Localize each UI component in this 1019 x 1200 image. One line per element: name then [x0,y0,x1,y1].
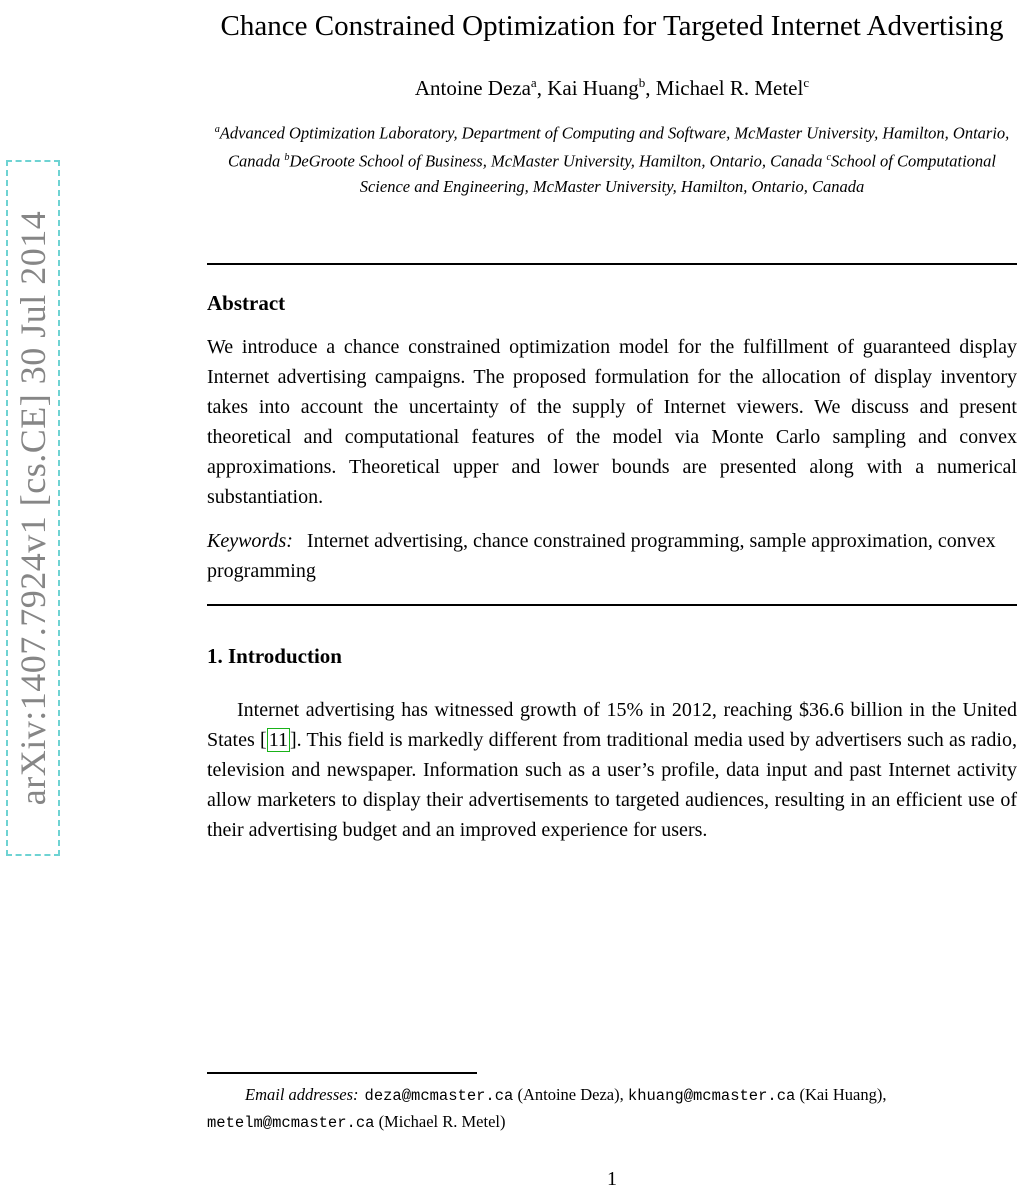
footnote-rule [207,1072,477,1074]
author-2 [547,76,656,100]
citation-link-11[interactable]: 11 [268,728,288,751]
abstract-top-rule [207,263,1017,265]
keywords-text: Internet advertising, chance constrained programming, sample approximation, convex programming [207,529,996,582]
affiliation-3-mark: c [826,152,831,164]
author-3-affiliation-mark: c [803,74,810,90]
email-address-2: khuang@mcmaster.ca [627,1087,796,1105]
email-owner-3: (Michael R. Metel) [374,1112,506,1131]
author-3 [656,76,809,100]
affiliation-3-text: School of Computational Science and Engineering, McMaster University, Hamilton, Ontario, Canada [359,151,996,196]
arxiv-watermark-text: arXiv:1407.7924v1 [cs.CE] 30 Jul 2014 [13,210,53,806]
intro-text-before-citation: Internet advertising has witnessed growth of 15% in 2012, reaching $36.6 billion in the United States [ [207,698,1017,751]
affiliations-block [207,117,1017,199]
author-separator: , [645,75,656,100]
abstract-bottom-rule [207,604,1017,606]
arxiv-watermark [6,160,60,856]
author-3-name: Michael R. Metel [655,75,804,100]
email-address-3: metelm@mcmaster.ca [207,1114,375,1132]
affiliation-1-mark: a [214,123,220,135]
footnote-text [207,1082,1017,1136]
intro-text-after-citation: ]. This field is markedly different from traditional media used by advertisers such as radio, television and newspaper. Information such as a user’s profile, data input and past Internet activity allow marketers to display their advertisements to targeted audiences, resulting in an efficient use of their advertising budget and an improved experience for users. [207,728,1017,841]
affiliation-2-mark: b [284,152,290,164]
affiliation-2-text: DeGroote School of Business, McMaster University, Hamilton, Ontario, Canada [289,151,823,171]
email-owner-1: (Antoine Deza), [513,1085,628,1104]
page-number: 1 [607,1168,617,1190]
abstract-heading: Abstract [207,290,286,315]
paper-title: Chance Constrained Optimization for Targeted Internet Advertising [220,10,1004,42]
author-1-name: Antoine Deza [414,75,531,100]
abstract-text: We introduce a chance constrained optimization model for the fulfillment of guaranteed display Internet advertising campaigns. The proposed formulation for the allocation of display inventory takes into account the uncertainty of the supply of Internet viewers. We discuss and present theoretical and computational features of the model via Monte Carlo sampling and convex approximations. Theoretical upper and lower bounds are presented along with a numerical substantiation. [207,335,1017,508]
author-1-affiliation-mark: a [530,74,537,90]
affiliation-1 [207,117,1017,199]
author-2-name: Kai Huang [547,75,639,100]
email-owner-2: (Kai Huang), [795,1085,887,1104]
section-1-heading: 1. Introduction [207,643,342,668]
paper-content [207,0,1017,845]
authors-line [207,75,1017,101]
email-addresses-label: Email addresses: [245,1085,359,1104]
email-address-1: deza@mcmaster.ca [364,1087,514,1105]
keywords-label: Keywords: [207,529,293,552]
author-2-affiliation-mark: b [638,74,646,90]
affiliation-1-text: Advanced Optimization Laboratory, Department of Computing and Software, McMaster University, Hamilton, Ontario, Canada [219,123,1010,171]
author-1 [415,76,547,100]
footnote-block [207,1072,1017,1136]
keywords-line [207,526,1017,586]
author-separator: , [536,75,548,100]
introduction-paragraph [207,695,1017,845]
